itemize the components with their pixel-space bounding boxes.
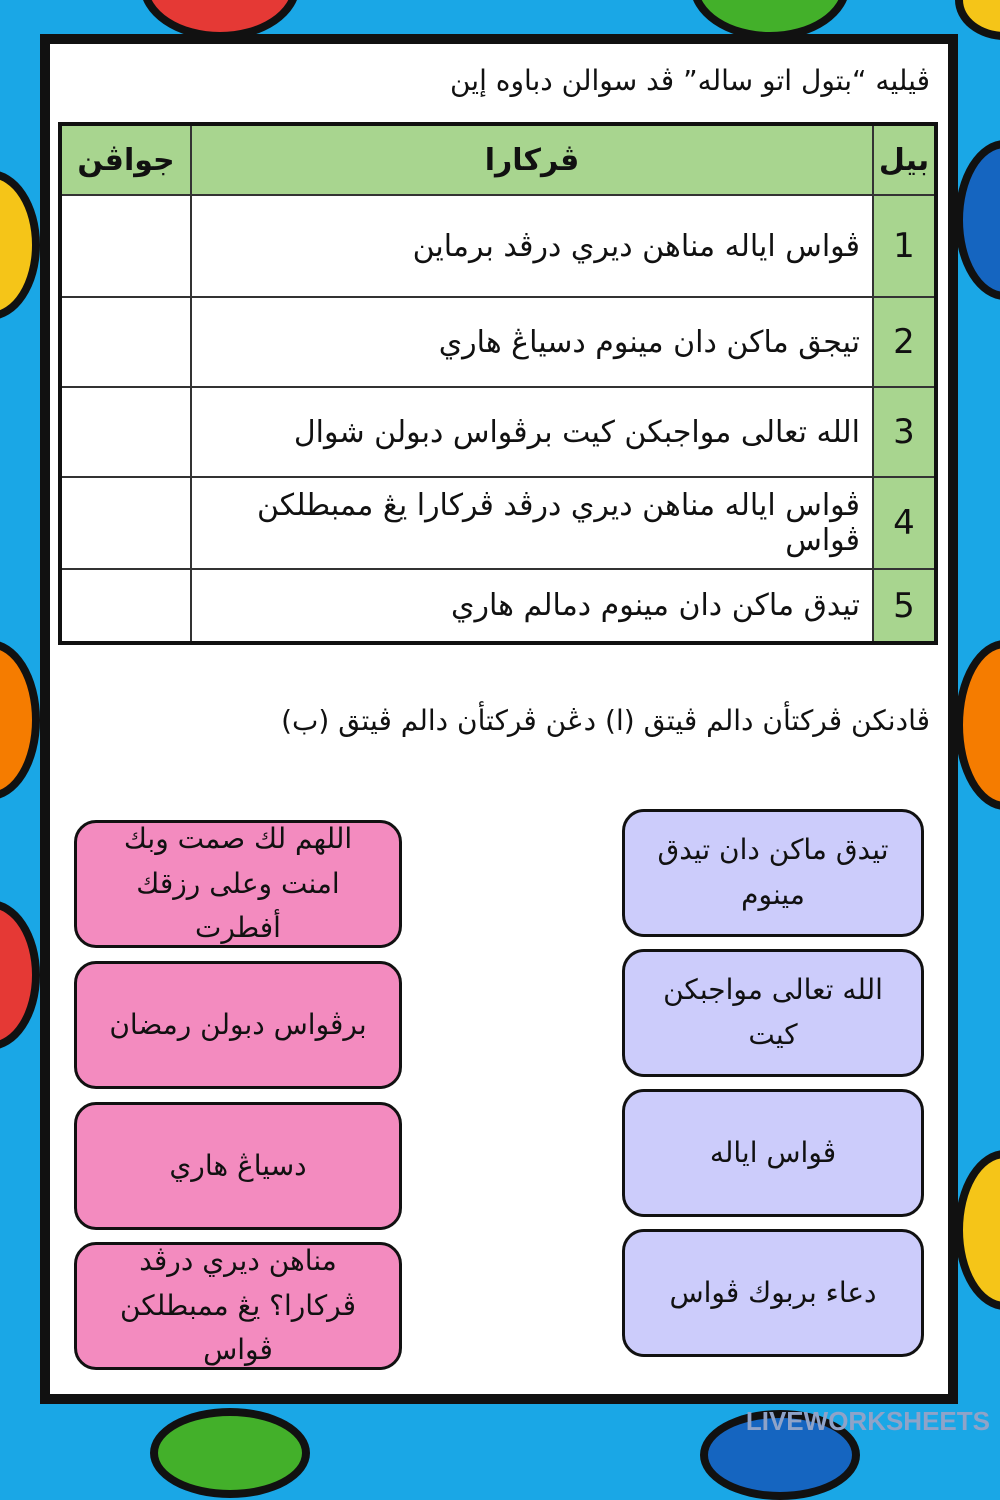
row-question: ڤواس اياله مناهن ديري درڤد ڤركارا يڠ ممبطلكن ڤواس xyxy=(191,477,873,569)
row-number: 4 xyxy=(873,477,936,569)
answer-input-cell[interactable] xyxy=(60,195,191,297)
match-card-a-2[interactable]: الله تعالى مواجبكن كيت xyxy=(622,949,924,1077)
header-answer: جواڤن xyxy=(60,124,191,195)
answer-input-cell[interactable] xyxy=(60,387,191,477)
decor-dot-right-2 xyxy=(955,640,1000,810)
row-question: تيجق ماكن دان مينوم دسياڠ هاري xyxy=(191,297,873,387)
match-card-b-3[interactable]: دسياڠ هاري xyxy=(74,1102,402,1230)
table-row xyxy=(60,477,936,569)
match-card-b-1[interactable]: اللهم لك صمت وبك امنت وعلى رزقك أفطرت xyxy=(74,820,402,948)
decor-dot-left-3 xyxy=(0,900,40,1050)
worksheet-sheet xyxy=(40,34,958,1404)
table-header-row xyxy=(60,124,936,195)
match-card-a-4[interactable]: دعاء بربوك ڤواس xyxy=(622,1229,924,1357)
decor-dot-bottom-1 xyxy=(150,1408,310,1498)
instruction-true-false: ڤيليه “بتول اتو ساله” ڤد سوالن دباوه إين xyxy=(449,64,930,97)
table-row xyxy=(60,195,936,297)
instruction-matching: ڤادنكن ڤركتأن دالم ڤيتق (ا) دڠن ڤركتأن دالم ڤيتق (ب) xyxy=(281,704,930,737)
answer-input-cell[interactable] xyxy=(60,569,191,643)
match-card-a-3[interactable]: ڤواس اياله xyxy=(622,1089,924,1217)
row-number: 1 xyxy=(873,195,936,297)
match-card-b-2[interactable]: برڤواس دبولن رمضان xyxy=(74,961,402,1089)
decor-dot-yellow xyxy=(955,0,1000,40)
answer-input-cell[interactable] xyxy=(60,297,191,387)
decor-dot-right-3 xyxy=(955,1150,1000,1310)
decor-dot-left-2 xyxy=(0,640,40,800)
row-question: تيدق ماكن دان مينوم دمالم هاري xyxy=(191,569,873,643)
match-card-a-1[interactable]: تيدق ماكن دان تيدق مينوم xyxy=(622,809,924,937)
row-question: الله تعالى مواجبكن كيت برڤواس دبولن شوال xyxy=(191,387,873,477)
row-question: ڤواس اياله مناهن ديري درڤد برماين xyxy=(191,195,873,297)
table-row xyxy=(60,569,936,643)
answer-input-cell[interactable] xyxy=(60,477,191,569)
row-number: 3 xyxy=(873,387,936,477)
decor-dot-left-1 xyxy=(0,170,40,320)
header-question: ڤركارا xyxy=(191,124,873,195)
row-number: 2 xyxy=(873,297,936,387)
row-number: 5 xyxy=(873,569,936,643)
true-false-table xyxy=(58,122,938,645)
table-row xyxy=(60,387,936,477)
watermark-logo: LIVEWORKSHEETS xyxy=(745,1406,990,1436)
match-card-b-4[interactable]: مناهن ديري درڤد ڤركارا؟ يڠ ممبطلكن ڤواس xyxy=(74,1242,402,1370)
header-num: بيل xyxy=(873,124,936,195)
table-row xyxy=(60,297,936,387)
decor-dot-right-1 xyxy=(955,140,1000,300)
